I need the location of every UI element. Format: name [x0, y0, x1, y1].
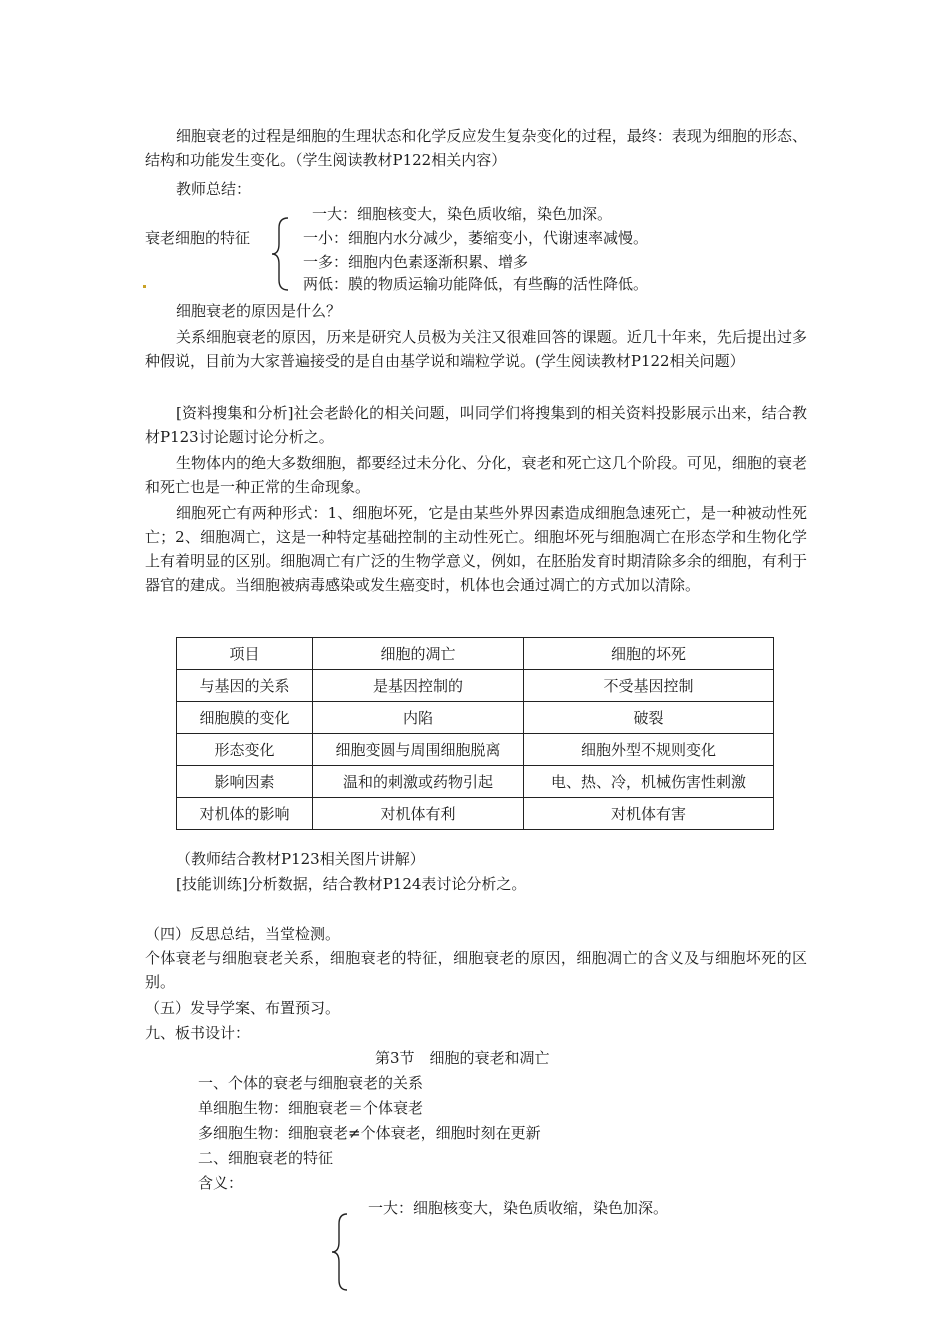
board-left-brace-icon	[330, 1212, 350, 1292]
board-title: 第3节 细胞的衰老和凋亡	[375, 1049, 550, 1067]
table-cell: 是基因控制的	[313, 670, 524, 702]
table-header-cell: 细胞的凋亡	[313, 638, 524, 670]
section-4-text: 个体衰老与细胞衰老关系，细胞衰老的特征，细胞衰老的原因，细胞凋亡的含义及与细胞坏死的区别。	[145, 949, 807, 991]
table-row	[177, 766, 774, 798]
table-header-row	[177, 638, 774, 670]
board-line: 多细胞生物：细胞衰老≠个体衰老，细胞时刻在更新	[198, 1124, 541, 1142]
section-5-title: （五）发导学案、布置预习。	[145, 999, 341, 1017]
left-brace-icon	[270, 216, 292, 292]
normal-phenomenon-paragraph: 生物体内的绝大多数细胞，都要经过未分化、分化，衰老和死亡这几个阶段。可见，细胞的衰老和死亡也是一种正常的生命现象。	[145, 454, 807, 496]
table-cell: 破裂	[524, 702, 774, 734]
feature-one-small: 一小：细胞内水分减少，萎缩变小，代谢速率减慢。	[303, 229, 649, 247]
aging-process-paragraph: 细胞衰老的过程是细胞的生理状态和化学反应发生复杂变化的过程，最终：表现为细胞的形态、结构和功能发生变化。（学生阅读教材P122相关内容）	[145, 127, 807, 169]
table-row	[177, 702, 774, 734]
table-row	[177, 670, 774, 702]
table-cell: 对机体有利	[313, 798, 524, 830]
features-label: 衰老细胞的特征	[145, 229, 251, 247]
table-row	[177, 798, 774, 830]
table-cell: 不受基因控制	[524, 670, 774, 702]
table-cell: 对机体的影响	[177, 798, 313, 830]
death-forms-paragraph: 细胞死亡有两种形式：1、细胞坏死，它是由某些外界因素造成细胞急速死亡，是一种被动性死亡；2、细胞凋亡，这是一种特定基础控制的主动性死亡。细胞坏死与细胞凋亡在形态学和生物化学上有着明显的区别。细胞凋亡有广泛的生物学意义，例如，在胚胎发育时期清除多余的细胞，有利于器官的建成。当细胞被病毒感染或发生癌变时，机体也会通过凋亡的方式加以清除。	[145, 504, 807, 594]
table-row	[177, 734, 774, 766]
skill-training: [技能训练]分析数据，结合教材P124表讨论分析之。	[176, 875, 527, 893]
stray-mark	[143, 285, 146, 288]
causes-question: 细胞衰老的原因是什么？	[176, 302, 342, 320]
board-line: 一、个体的衰老与细胞衰老的关系	[198, 1074, 424, 1092]
section-4-title: （四）反思总结，当堂检测。	[145, 925, 341, 943]
board-line: 含义：	[198, 1174, 244, 1192]
apoptosis-necrosis-table	[176, 637, 774, 830]
table-cell: 细胞变圆与周围细胞脱离	[313, 734, 524, 766]
board-line: 单细胞生物：细胞衰老＝个体衰老	[198, 1099, 424, 1117]
board-line: 二、细胞衰老的特征	[198, 1149, 334, 1167]
table-cell: 对机体有害	[524, 798, 774, 830]
feature-two-low: 两低：膜的物质运输功能降低，有些酶的活性降低。	[303, 275, 649, 293]
table-cell: 影响因素	[177, 766, 313, 798]
teacher-note: （教师结合教材P123相关图片讲解）	[176, 850, 425, 868]
resources-paragraph: [资料搜集和分析]社会老龄化的相关问题，叫同学们将搜集到的相关资料投影展示出来，结合教材P123讨论题讨论分析之。	[145, 404, 807, 446]
table-header-cell: 细胞的坏死	[524, 638, 774, 670]
table-cell: 细胞外型不规则变化	[524, 734, 774, 766]
feature-one-more: 一多：细胞内色素逐渐积累、增多	[303, 253, 529, 271]
feature-one-big: 一大：细胞核变大，染色质收缩，染色加深。	[312, 205, 613, 223]
teacher-summary-label: 教师总结：	[176, 180, 252, 198]
table-cell: 内陷	[313, 702, 524, 734]
table-cell: 温和的刺激或药物引起	[313, 766, 524, 798]
table-cell: 细胞膜的变化	[177, 702, 313, 734]
board-feature-first: 一大：细胞核变大，染色质收缩，染色加深。	[368, 1199, 669, 1217]
section-9-title: 九、板书设计：	[145, 1024, 251, 1042]
table-cell: 形态变化	[177, 734, 313, 766]
table-cell: 与基因的关系	[177, 670, 313, 702]
table-header-cell: 项目	[177, 638, 313, 670]
table-cell: 电、热、冷，机械伤害性刺激	[524, 766, 774, 798]
causes-paragraph: 关系细胞衰老的原因，历来是研究人员极为关注又很难回答的课题。近几十年来，先后提出过多种假说，目前为大家普遍接受的是自由基学说和端粒学说。(学生阅读教材P122相关问题）	[145, 328, 807, 370]
